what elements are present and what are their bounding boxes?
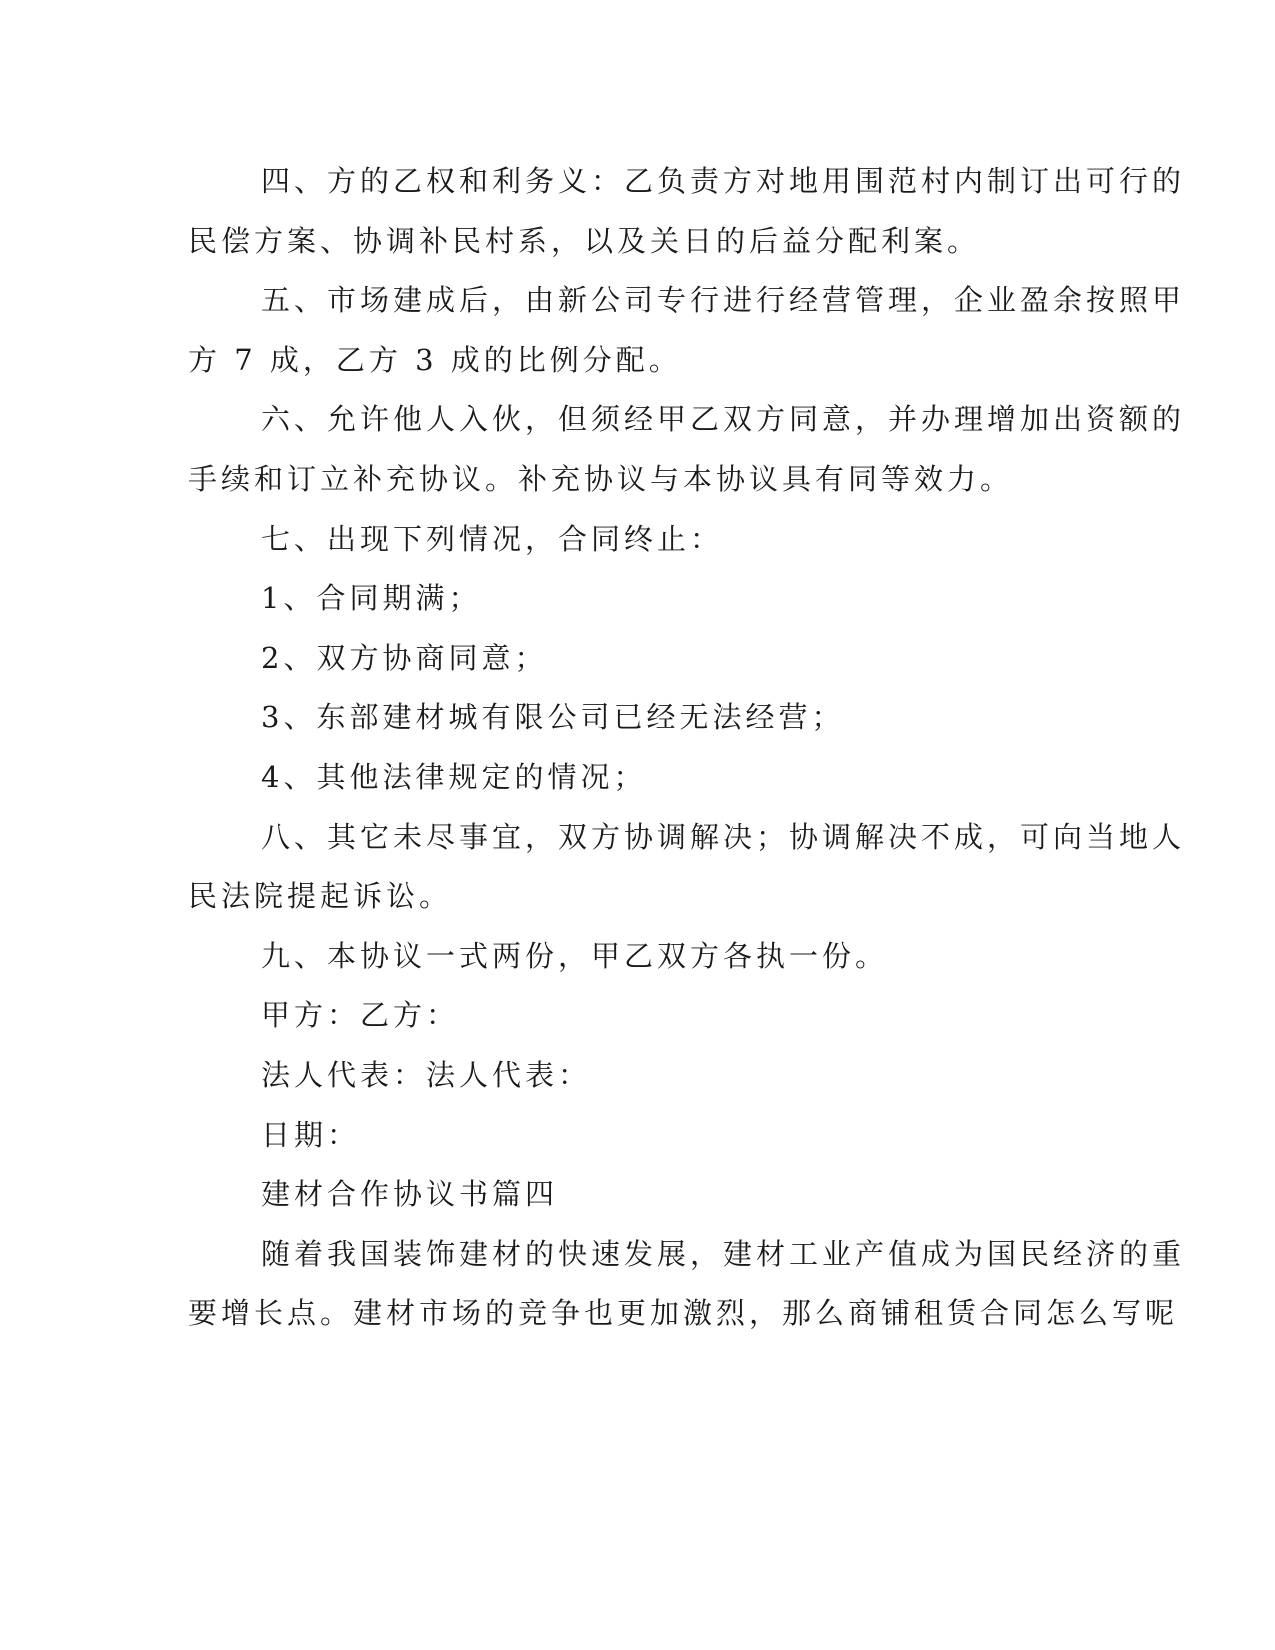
paragraph-line: 民偿方案、协调补民村系，以及关日的后益分配利案。 xyxy=(188,223,981,258)
paragraph-line: 要增长点。建材市场的竞争也更加激烈，那么商铺租赁合同怎么写呢 xyxy=(188,1296,1179,1331)
paragraph-line: 九、本协议一式两份，甲乙双方各执一份。 xyxy=(261,938,889,973)
list-item: 3、东部建材城有限公司已经无法经营； xyxy=(261,700,845,735)
clause-heading: 七、出现下列情况，合同终止： xyxy=(261,521,724,556)
list-item: 4、其他法律规定的情况； xyxy=(261,759,647,794)
section-title: 建材合作协议书篇四 xyxy=(261,1177,559,1212)
paragraph-line: 民法院提起诉讼。 xyxy=(188,879,453,914)
signature-representative-line: 法人代表：法人代表： xyxy=(261,1057,592,1092)
paragraph-line: 随着我国装饰建材的快速发展，建材工业产值成为国民经济的重 xyxy=(261,1236,1186,1271)
paragraph-line: 手续和订立补充协议。补充协议与本协议具有同等效力。 xyxy=(188,461,1014,496)
signature-party-line: 甲方：乙方： xyxy=(261,998,460,1033)
paragraph-line: 方 7 成，乙方 3 成的比例分配。 xyxy=(188,342,682,377)
paragraph-line: 四、方的乙权和利务义：乙负责方对地用围范村内制订出可行的 xyxy=(261,164,1186,198)
paragraph-line: 六、允许他人入伙，但须经甲乙双方同意，并办理增加出资额的 xyxy=(261,402,1186,437)
list-item: 2、双方协商同意； xyxy=(261,640,548,675)
signature-date-line: 日期： xyxy=(261,1117,361,1152)
paragraph-line: 八、其它未尽事宜，双方协调解决；协调解决不成，可向当地人 xyxy=(261,819,1186,854)
list-item: 1、合同期满； xyxy=(261,581,482,616)
document-page xyxy=(188,152,1186,1344)
paragraph-line: 五、市场建成后，由新公司专行进行经营管理，企业盈余按照甲 xyxy=(261,283,1186,318)
